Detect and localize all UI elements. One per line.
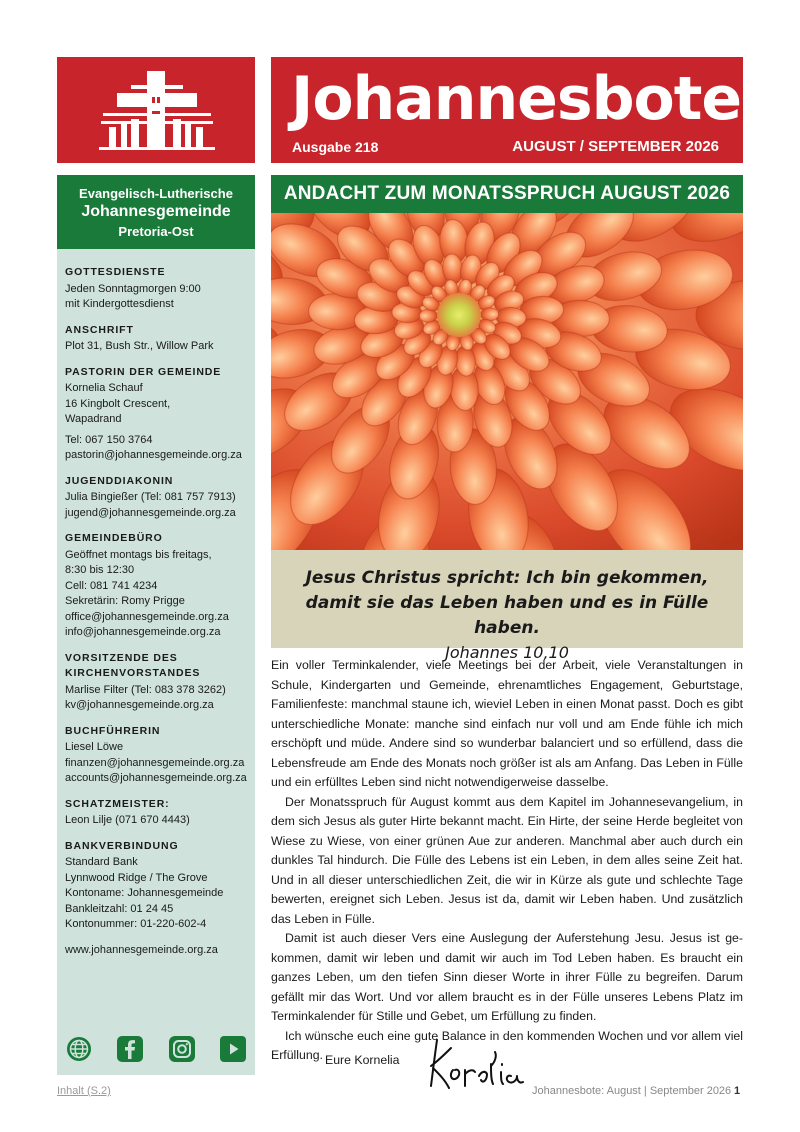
section-line: Liesel Löwe bbox=[65, 741, 124, 753]
section-line: Cell: 081 741 4234 bbox=[65, 579, 158, 592]
section-heading: ANSCHRIFT bbox=[65, 323, 134, 336]
section-services bbox=[65, 265, 255, 313]
table-of-contents-link[interactable]: Inhalt (S.2) bbox=[57, 1085, 111, 1097]
info-email-link[interactable]: info@johannesgemeinde.org.za bbox=[65, 626, 221, 638]
youtube-icon[interactable] bbox=[219, 1035, 247, 1063]
contact-sidebar bbox=[57, 249, 255, 1075]
article-closing: Eure Kornelia bbox=[325, 1053, 400, 1067]
section-line: mit Kindergottesdienst bbox=[65, 298, 174, 310]
section-bookkeeper bbox=[65, 724, 255, 787]
section-line: Julia Bingießer (Tel: 081 757 7913) bbox=[65, 491, 236, 503]
article-paragraph: Damit ist auch dieser Vers eine Auslegung der Auferstehung Jesu. Jesus ist gekommen, damit wir leben und damit wir auch im Tod Leben haben. Es braucht ein ganzes Leben, um den tiefen Sinn dieser Worte in ihrer Fülle zu begreifen. Darum gefällt mir das Wort. Und vor allem braucht es in der Fülle unseres Lebens Platz im Terminkalender für Stille und Gebet, um Erfüllung zu finden. bbox=[271, 931, 743, 1023]
section-line: Marlise Filter (Tel: 083 378 3262) bbox=[65, 683, 226, 696]
article-heading: ANDACHT ZUM MONATSSPRUCH AUGUST 2026 bbox=[271, 175, 743, 213]
section-line: Sekretärin: Romy Prigge bbox=[65, 595, 185, 607]
section-line: Kontoname: Johannesgemeinde bbox=[65, 887, 224, 899]
section-line: 8:30 bis 12:30 bbox=[65, 564, 135, 576]
verse-line-2: damit sie das Leben haben und es in Fülle haben. bbox=[305, 593, 709, 638]
accounts-email-link[interactable]: accounts@johannesgemeinde.org.za bbox=[65, 772, 247, 784]
section-line: 16 Kingbolt Crescent, bbox=[65, 397, 171, 410]
section-line: Jeden Sonntagmorgen 9:00 bbox=[65, 282, 201, 295]
globe-icon[interactable] bbox=[65, 1035, 93, 1063]
section-heading: BANKVERBINDUNG bbox=[65, 839, 179, 852]
monthly-verse bbox=[271, 550, 743, 662]
section-heading: BUCHFÜHRERIN bbox=[65, 724, 161, 737]
verse-line-1: Jesus Christus spricht: Ich bin gekommen, bbox=[305, 568, 709, 588]
church-logo-icon bbox=[97, 67, 217, 153]
instagram-icon[interactable] bbox=[168, 1035, 196, 1063]
finance-email-link[interactable]: finanzen@johannesgemeinde.org.za bbox=[65, 756, 245, 769]
section-line: Bankleitzahl: 01 24 45 bbox=[65, 902, 174, 915]
footer-title: Johannesbote: August | September 2026 bbox=[532, 1085, 732, 1097]
section-office bbox=[65, 531, 255, 641]
section-heading: JUGENDDIAKONIN bbox=[65, 474, 174, 487]
section-bank bbox=[65, 839, 255, 933]
section-website bbox=[65, 943, 255, 959]
church-denomination: Evangelisch-Lutherische bbox=[79, 186, 233, 201]
section-line: Leon Lilje (071 670 4443) bbox=[65, 814, 190, 826]
social-links bbox=[65, 1035, 247, 1063]
article-body bbox=[271, 656, 743, 1066]
section-heading: SCHATZMEISTER: bbox=[65, 797, 170, 810]
article-paragraph: Ein voller Terminkalender, viele Meetings bei der Arbeit, viele Veranstaltungen in Schule, Kindergarten und Gemeinde, ehrenamtliches Engagement, Geburtstage, Familienfeste: manchmal staune ich, wieviel Leben in einen Monat passt. Doch es gibt unterschiedliche Monate: manche sind einfach nur voll und am Ende fühle ich mich erschöpft und müde. Andere sind so wunderbar balanciert und so erfüllend, dass die Lebensfreude am Ende des Monats noch größer ist als am Anfang. Das Leben in Fülle und ein erfülltes Leben sind nicht notwendigerweise dasselbe. bbox=[271, 658, 743, 789]
section-heading: GEMEINDEBÜRO bbox=[65, 532, 163, 544]
church-name-box bbox=[57, 175, 255, 249]
dahlia-photo bbox=[271, 213, 743, 550]
masthead bbox=[271, 57, 743, 163]
section-pastor bbox=[65, 365, 255, 464]
issue-date: AUGUST / SEPTEMBER 2026 bbox=[512, 138, 719, 155]
article-paragraph: Ich wünsche euch eine gute Balance in den kommenden Wochen und vor allem viel Erfüllung. bbox=[271, 1028, 743, 1062]
section-line: Geöffnet montags bis freitags, bbox=[65, 548, 212, 561]
section-line: Kontonummer: 01-220-602-4 bbox=[65, 918, 207, 930]
section-youth bbox=[65, 474, 255, 522]
church-location: Pretoria-Ost bbox=[118, 224, 194, 239]
issue-number: Ausgabe 218 bbox=[292, 139, 379, 155]
office-email-link[interactable]: office@johannesgemeinde.org.za bbox=[65, 610, 229, 623]
section-line: Plot 31, Bush Str., Willow Park bbox=[65, 340, 214, 352]
signature-image bbox=[425, 1036, 545, 1092]
section-line: Lynnwood Ridge / The Grove bbox=[65, 871, 208, 884]
church-logo bbox=[57, 57, 255, 163]
website-link[interactable]: www.johannesgemeinde.org.za bbox=[65, 943, 218, 956]
section-line: Kornelia Schauf bbox=[65, 382, 143, 394]
section-heading: PASTORIN DER GEMEINDE bbox=[65, 365, 222, 378]
masthead-title: Johannesbote bbox=[291, 64, 742, 134]
section-line: Standard Bank bbox=[65, 856, 138, 868]
pastor-email-link[interactable]: pastorin@johannesgemeinde.org.za bbox=[65, 449, 242, 461]
section-heading: GOTTESDIENSTE bbox=[65, 266, 166, 278]
section-line: Wapadrand bbox=[65, 413, 122, 425]
article-paragraph: Der Monatsspruch für August kommt aus dem Kapitel im Johannesevangelium, in dem sich Jesus als guter Hirte bekannt macht. Ein Hirte, der seine Herde begleitet von Wiese zu Wiese, von einer grünen Aue zur anderen. Manchmal aber auch durch ein dunkles Tal hindurch. Die Fülle des Lebens ist ein Leben, in dem alles seine Zeit hat. Und in all dieser unterschiedlichen Zeit, die wir in Kürze als gute und schlechte Tage bewerten, ereignet sich Leben. Jesus ist da, damit wir Leben haben. Und zusätzlich das Leben in Fülle. bbox=[271, 794, 743, 926]
section-address bbox=[65, 323, 255, 355]
section-line: Tel: 067 150 3764 bbox=[65, 433, 153, 446]
section-treasurer bbox=[65, 797, 255, 829]
section-board-chair bbox=[65, 651, 255, 714]
page-number: 1 bbox=[734, 1085, 741, 1097]
section-heading: VORSITZENDE DES KIRCHENVORSTANDES bbox=[65, 651, 201, 679]
church-name: Johannesgemeinde bbox=[81, 203, 231, 220]
youth-email-link[interactable]: jugend@johannesgemeinde.org.za bbox=[65, 506, 236, 519]
verse-reference: Johannes 10,10 bbox=[445, 643, 569, 662]
board-email-link[interactable]: kv@johannesgemeinde.org.za bbox=[65, 699, 214, 711]
facebook-icon[interactable] bbox=[116, 1035, 144, 1063]
